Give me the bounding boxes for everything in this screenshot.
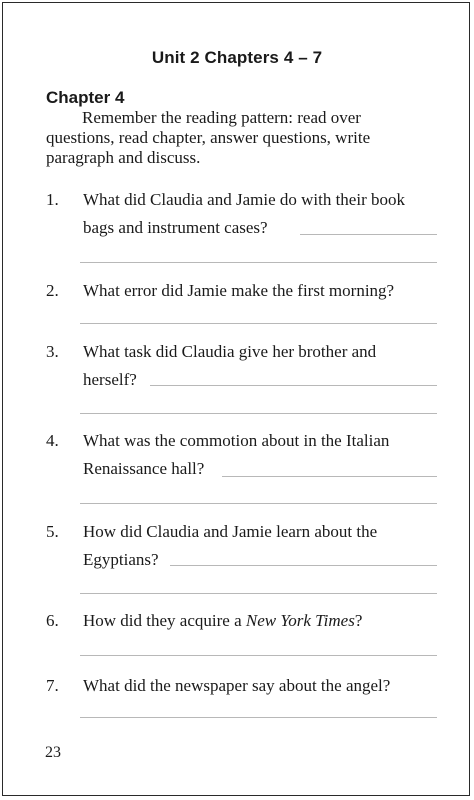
answer-line[interactable] xyxy=(80,262,437,263)
answer-line[interactable] xyxy=(170,565,437,566)
question-number: 6. xyxy=(46,611,59,630)
unit-title: Unit 2 Chapters 4 – 7 xyxy=(151,48,323,67)
intro-line: questions, read chapter, answer questions, write xyxy=(46,128,371,147)
chapter-heading: Chapter 4 xyxy=(46,88,125,107)
question-text: How did Claudia and Jamie learn about the xyxy=(83,522,378,541)
answer-line[interactable] xyxy=(80,503,437,504)
question-text: What task did Claudia give her brother and xyxy=(83,342,377,361)
question-number: 1. xyxy=(46,190,59,209)
question-text: herself? xyxy=(83,370,137,389)
question-number: 7. xyxy=(46,676,59,695)
answer-line[interactable] xyxy=(80,323,437,324)
question-text: What did the newspaper say about the angel? xyxy=(83,676,391,695)
question-text: bags and instrument cases? xyxy=(83,218,268,237)
newspaper-title: New York Times xyxy=(245,611,355,630)
answer-line[interactable] xyxy=(80,655,437,656)
question-number: 2. xyxy=(46,281,59,300)
question-text-part: ? xyxy=(354,611,363,630)
intro-paragraph xyxy=(46,108,446,168)
answer-line[interactable] xyxy=(300,234,437,235)
intro-line: Remember the reading pattern: read over xyxy=(82,108,361,127)
intro-line: paragraph and discuss. xyxy=(46,148,201,167)
answer-line[interactable] xyxy=(222,476,437,477)
question-number: 5. xyxy=(46,522,59,541)
answer-line[interactable] xyxy=(80,717,437,718)
question-text: What was the commotion about in the Italian xyxy=(83,431,390,450)
answer-line[interactable] xyxy=(80,593,437,594)
answer-line[interactable] xyxy=(80,413,437,414)
question-number: 4. xyxy=(46,431,59,450)
answer-line[interactable] xyxy=(150,385,437,386)
question-text: Egyptians? xyxy=(83,550,159,569)
question-text-part: How did they acquire a xyxy=(83,611,246,630)
question-text: What error did Jamie make the first morning? xyxy=(83,281,395,300)
question-number: 3. xyxy=(46,342,59,361)
question-text xyxy=(83,611,362,631)
question-text: Renaissance hall? xyxy=(83,459,205,478)
question-text: What did Claudia and Jamie do with their book xyxy=(83,190,405,209)
page-number: 23 xyxy=(45,744,61,761)
